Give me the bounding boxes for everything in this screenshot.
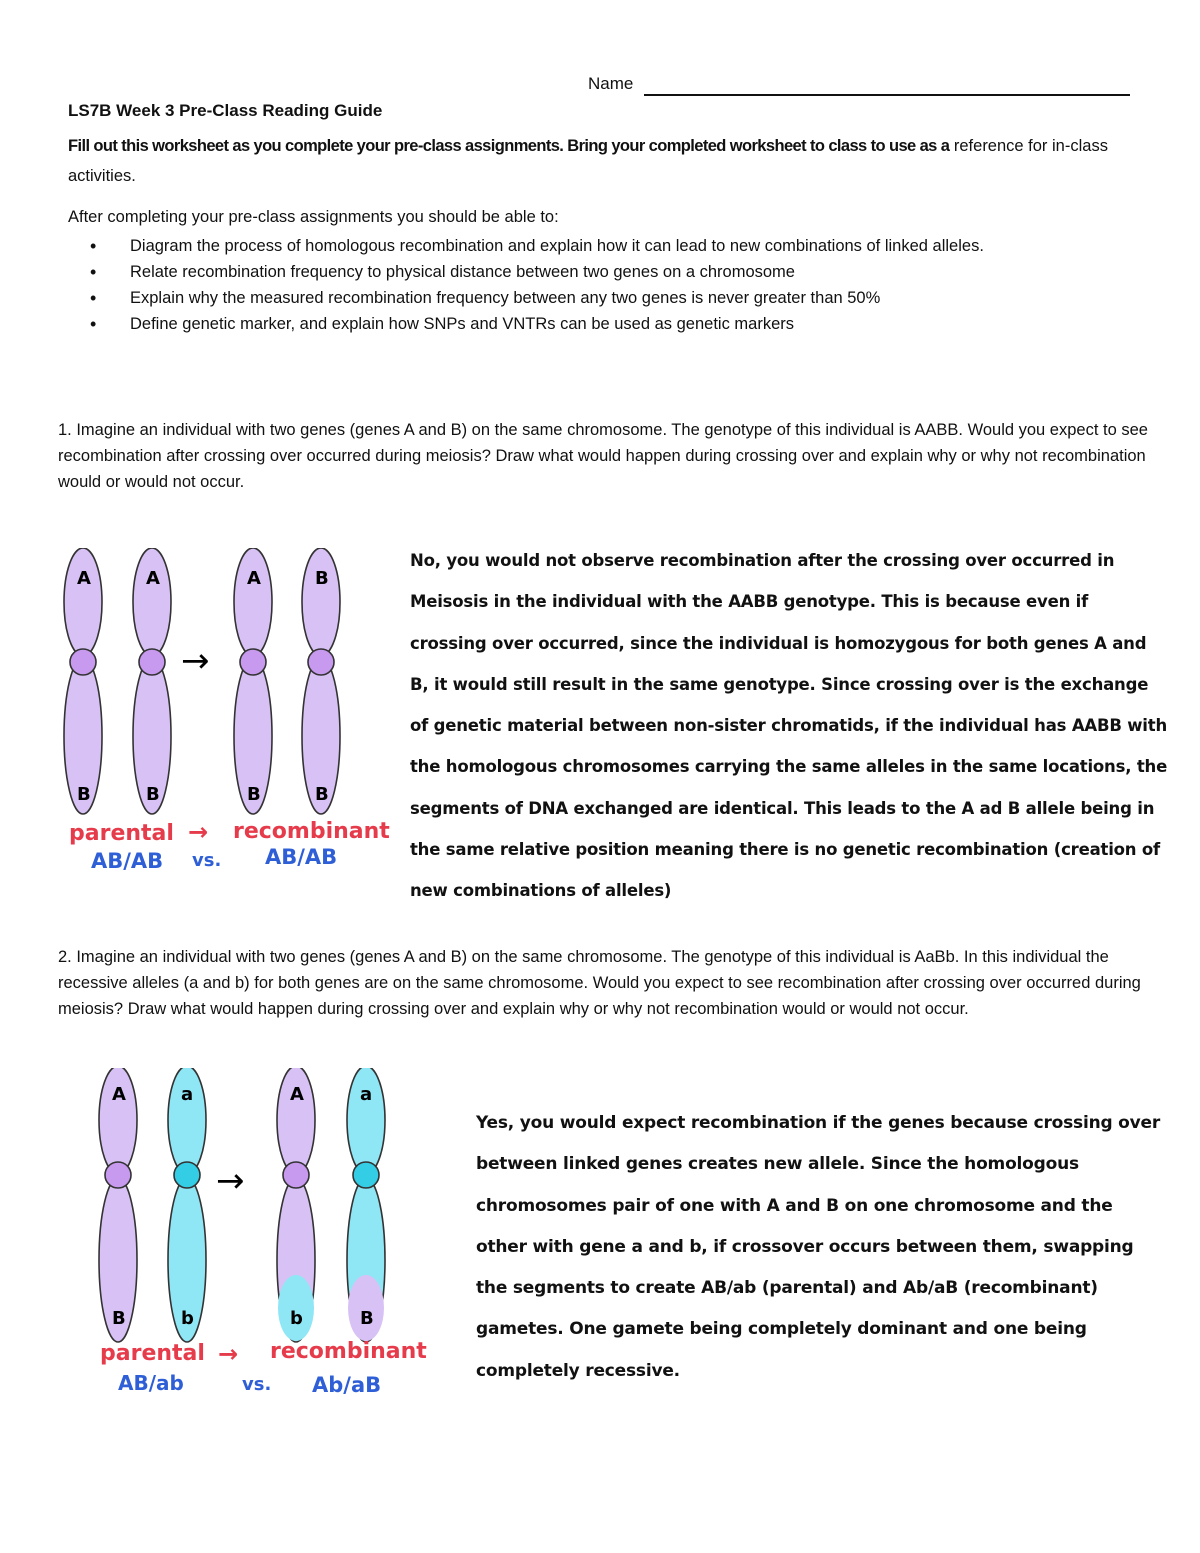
parental-label: parental <box>100 1341 205 1366</box>
chromosome-2 <box>133 548 171 814</box>
chromosome-3 <box>234 548 272 814</box>
recombinant-genotype: Ab/aB <box>312 1373 382 1397</box>
allele-label: a <box>181 1084 194 1105</box>
allele-label: A <box>112 1084 126 1105</box>
allele-label: A <box>247 568 261 589</box>
chromosome-4 <box>302 548 340 814</box>
chromosome-1 <box>99 1068 137 1342</box>
allele-label: B <box>112 1308 126 1329</box>
allele-label: b <box>181 1308 194 1329</box>
allele-label: B <box>315 568 329 589</box>
allele-label: A <box>146 568 160 589</box>
question-text: Imagine an individual with two genes (genes A and B) on the same chromosome. The genotype of this individual is AaBb. In this individual the recessive alleles (a and b) for both genes are on the same chromosome. Would you expect to see recombination after crossing over occurred during meiosis? Draw what would happen during crossing over and explain why or why not recombination would or would not occur. <box>58 948 1141 1018</box>
recombinant-label: recombinant <box>270 1339 427 1364</box>
allele-label: a <box>360 1084 373 1105</box>
answer-1: No, you would not observe recombination after the crossing over occurred in Meisosis in the individual with the AABB genotype. This is because even if crossing over occurred, since the individual is homozygous for both genes A and B, it would still result in the same genotype. Since crossing over is the exchange of genetic material between non-sister chromatids, if the individual has AABB with the homologous chromosomes carrying the same alleles in the same locations, the segments of DNA exchanged are identical. This leads to the A ad B allele being in the same relative position meaning there is no genetic recombination (creation of new combinations of alleles) <box>410 551 1168 901</box>
red-arrow-icon: → <box>218 1340 239 1368</box>
instructions <box>68 131 1148 191</box>
arrow-icon: → <box>216 1161 245 1201</box>
question-text: Imagine an individual with two genes (genes A and B) on the same chromosome. The genotype of this individual is AABB. Would you expect to see recombination after crossing over occurred during meiosis? Draw what would happen during crossing over and explain why or why not recombination would or would not occur. <box>58 421 1148 491</box>
allele-label: b <box>290 1308 303 1329</box>
allele-label: B <box>360 1308 374 1329</box>
recombinant-label: recombinant <box>233 819 390 844</box>
allele-label: B <box>77 784 91 805</box>
allele-label: B <box>247 784 261 805</box>
allele-label: B <box>146 784 160 805</box>
allele-label: B <box>315 784 329 805</box>
objectives-list <box>88 233 1148 337</box>
chromosome-1 <box>64 548 102 814</box>
instructions-rest: reference for in-class activities. <box>68 137 1108 185</box>
red-arrow-icon: → <box>188 818 209 846</box>
objectives-lead: After completing your pre-class assignments you should be able to: <box>68 208 559 226</box>
vs-label: vs. <box>192 850 222 871</box>
vs-label: vs. <box>242 1374 272 1395</box>
question-number: 1. <box>58 421 72 439</box>
name-field-row <box>588 74 1133 98</box>
parental-label: parental <box>69 821 174 846</box>
question-number: 2. <box>58 948 72 966</box>
parental-genotype: AB/ab <box>118 1371 184 1395</box>
allele-label: A <box>290 1084 304 1105</box>
worksheet-title: LS7B Week 3 Pre-Class Reading Guide <box>68 101 383 120</box>
question-2 <box>58 944 1148 1022</box>
objective-item: • Define genetic marker, and explain how SNPs and VNTRs can be used as genetic markers <box>88 311 1148 337</box>
diagram-2 <box>90 1068 430 1408</box>
recombinant-genotype: AB/AB <box>265 845 338 869</box>
chromosome-4 <box>347 1068 385 1342</box>
name-label: Name <box>588 74 634 93</box>
question-1 <box>58 417 1148 495</box>
objective-item: • Diagram the process of homologous recombination and explain how it can lead to new combinations of linked alleles. <box>88 233 1148 259</box>
diagram-1 <box>55 548 395 878</box>
allele-label: A <box>77 568 91 589</box>
objective-item: • Relate recombination frequency to physical distance between two genes on a chromosome <box>88 259 1148 285</box>
chromosome-2 <box>168 1068 206 1342</box>
parental-genotype: AB/AB <box>91 849 164 873</box>
answer-2: Yes, you would expect recombination if the genes because crossing over between linked genes creates new allele. Since the homologous chromosomes pair of one with A and B on one chromosome and the other with gene a and b, if crossover occurs between them, swapping the segments to create AB/ab (parental) and Ab/aB (recombinant) gametes. One gamete being completely dominant and one being completely recessive. <box>476 1113 1161 1381</box>
objective-item: • Explain why the measured recombination frequency between any two genes is never greater than 50% <box>88 285 1148 311</box>
name-blank-line <box>644 94 1130 96</box>
arrow-icon: → <box>181 641 210 681</box>
instructions-bold: Fill out this worksheet as you complete your pre-class assignments. Bring your completed worksheet to class to use as a <box>68 137 950 155</box>
chromosome-3 <box>277 1068 315 1342</box>
